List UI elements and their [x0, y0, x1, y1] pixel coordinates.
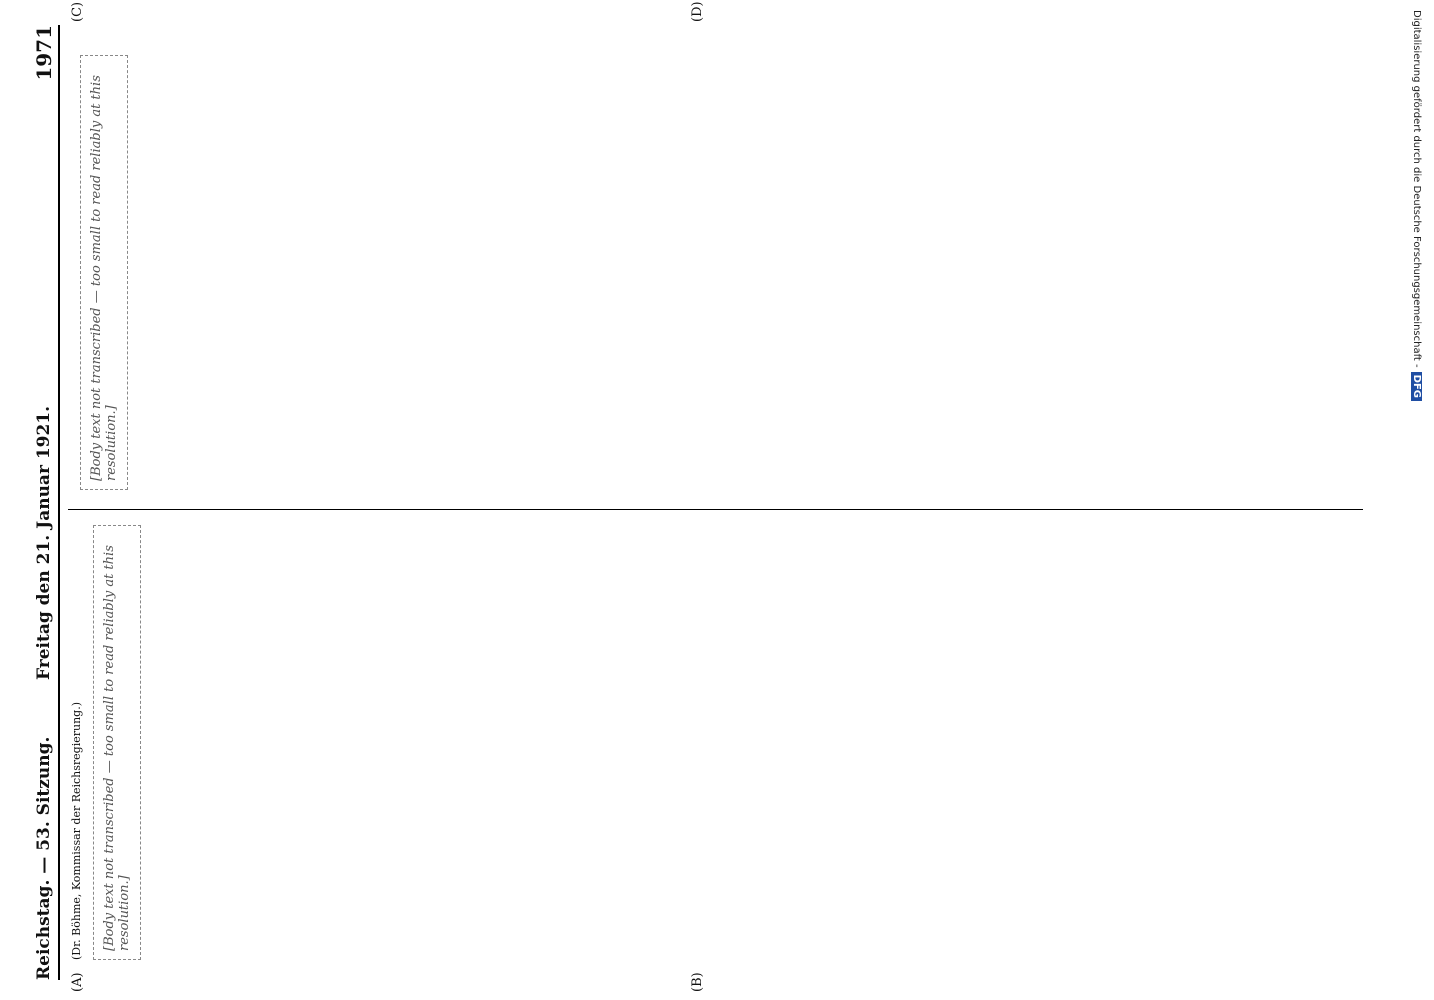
right-column — [70, 55, 1360, 490]
margin-mark-a: (A) — [70, 972, 85, 992]
right-column-body: [Body text not transcribed — too small to read reliably at this resolution.] — [80, 55, 128, 490]
session-title: Reichstag. — 53. Sitzung. — [34, 736, 54, 980]
credit-text: Digitalisierung gefördert durch die Deutsche Forschungsgemeinschaft - — [1411, 10, 1422, 368]
left-column-body: [Body text not transcribed — too small to read reliably at this resolution.] — [93, 525, 141, 960]
left-column — [70, 525, 1360, 960]
page-header — [28, 25, 60, 980]
digitization-credit — [1410, 10, 1422, 990]
margin-mark-c: (C) — [70, 1, 85, 22]
page-number: 1971 — [32, 25, 56, 81]
speaker-note: (Dr. Böhme, Kommissar der Reichsregierung.) — [70, 701, 83, 960]
dfg-logo: DFG — [1411, 372, 1422, 401]
margin-mark-d: (D) — [690, 1, 705, 22]
margin-mark-b: (B) — [690, 972, 705, 992]
column-divider — [68, 509, 1363, 510]
session-date: Freitag den 21. Januar 1921. — [34, 405, 54, 680]
